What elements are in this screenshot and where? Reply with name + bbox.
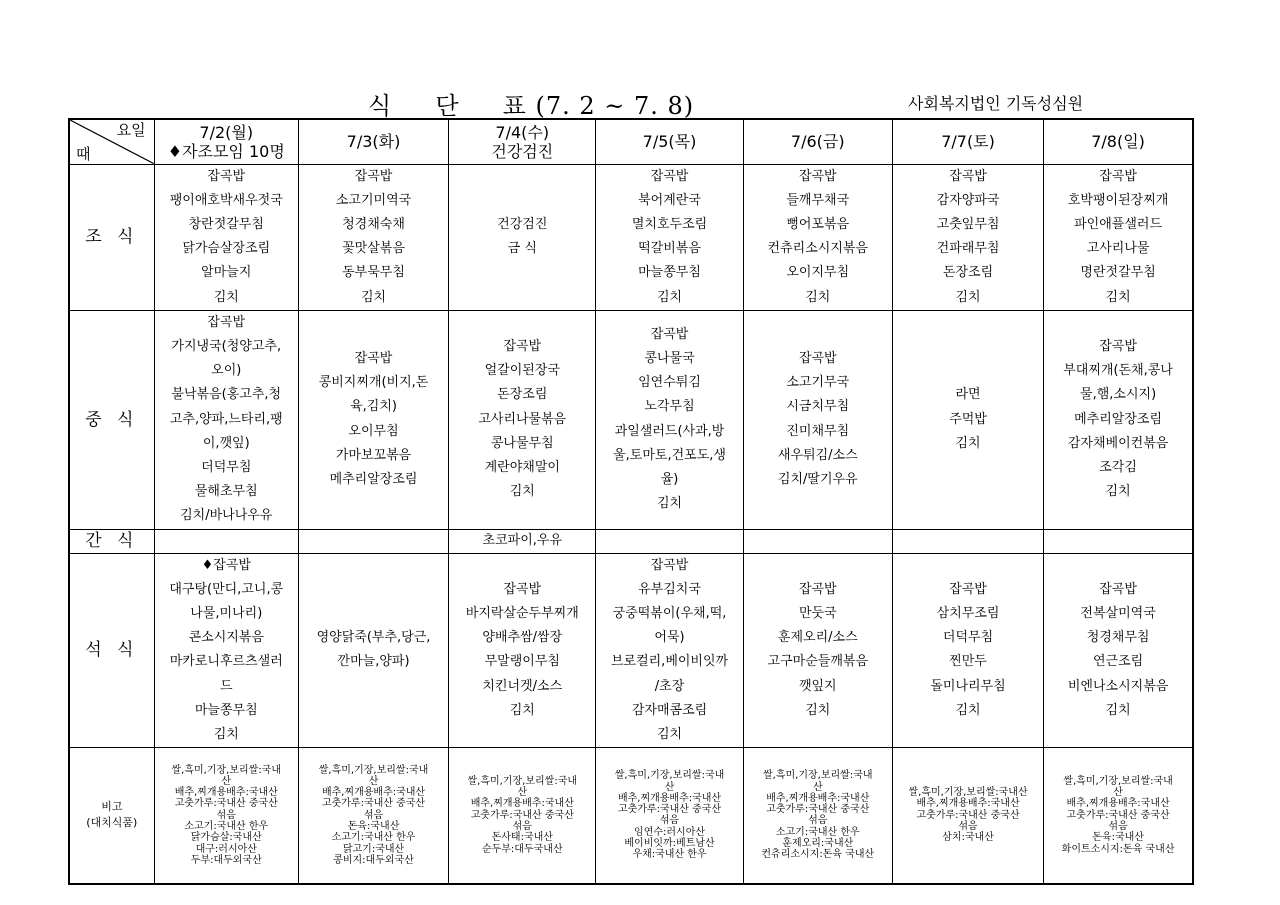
menu-item: 삼치무조림 — [936, 605, 1000, 621]
menu-item: 잡곡밥 — [207, 314, 246, 330]
menu-table — [68, 118, 1194, 885]
menu-cell — [154, 164, 298, 310]
menu-item: 김치 — [656, 496, 683, 512]
menu-item: 뻥어포볶음 — [786, 216, 850, 232]
note-row — [69, 748, 1193, 884]
organization-name: 사회복지법인 기독성심원 — [908, 94, 1084, 113]
origin-cell — [1044, 748, 1193, 884]
menu-item: 꽃맛살볶음 — [342, 241, 405, 257]
note-label — [69, 748, 154, 884]
menu-item: 고사리나물 — [1086, 241, 1150, 257]
origin-line: 쌀,흑미,기장,보리쌀:국내 — [1063, 775, 1173, 787]
day-header — [596, 119, 743, 164]
menu-cell — [298, 164, 448, 310]
menu-item: 김치 — [213, 289, 239, 305]
origin-line: 배추,찌개용배추:국내산 — [766, 792, 870, 804]
menu-cell — [449, 553, 596, 748]
day-header — [449, 119, 596, 164]
menu-item: 가마보꼬볶음 — [335, 447, 412, 463]
menu-item: 고춧잎무침 — [936, 216, 1000, 232]
menu-item: 감자매콤조림 — [631, 702, 708, 718]
menu-cell — [154, 529, 298, 553]
menu-cell — [892, 529, 1043, 553]
menu-item: 초코파이,우유 — [482, 533, 563, 549]
menu-cell — [449, 310, 596, 529]
menu-item: 콩나물무침 — [490, 435, 554, 451]
menu-item: 김치 — [805, 702, 831, 718]
menu-item: 콩나물국 — [644, 351, 695, 367]
menu-item: 잡곡밥 — [650, 557, 689, 573]
menu-cell — [596, 164, 743, 310]
origin-line: 고춧가루:국내산 중국산 — [470, 809, 574, 821]
origin-line: 섞음 — [808, 815, 828, 827]
menu-item: 메추리알장조림 — [1074, 411, 1163, 427]
origin-line: 배추,찌개용배추:국내산 — [470, 798, 574, 810]
menu-item: 콩비지찌개(비지,돈 — [318, 375, 429, 391]
day-date: 7/6(금) — [790, 132, 845, 152]
menu-item: 알마늘지 — [201, 265, 252, 281]
menu-item: 유부김치국 — [638, 581, 701, 597]
menu-cell — [892, 553, 1043, 748]
meal-row — [69, 553, 1193, 748]
menu-item: 김치 — [955, 702, 981, 718]
menu-item: 멸치호두조림 — [631, 216, 708, 232]
menu-item: 김치 — [955, 435, 981, 451]
day-header — [743, 119, 892, 164]
menu-item: 물,햄,소시지) — [1080, 387, 1157, 403]
menu-item: 고사리나물볶음 — [478, 411, 567, 427]
meal-row — [69, 529, 1193, 553]
menu-item: 더덕무침 — [942, 630, 994, 646]
menu-item: 치킨너겟/소스 — [482, 678, 563, 694]
corner-meal-label: 때 — [76, 144, 91, 163]
origin-line: 소고기:국내산 한우 — [775, 826, 860, 838]
menu-item: 물해초무침 — [194, 484, 258, 500]
origin-line: 화이트소시지:돈육 국내산 — [1061, 843, 1175, 855]
menu-item: 새우튀김/소스 — [777, 447, 858, 463]
menu-item: /초장 — [654, 678, 685, 694]
origin-line: 섞음 — [216, 809, 236, 821]
menu-item: 바지락살순두부찌개 — [465, 605, 579, 621]
origin-line: 삼치:국내산 — [942, 832, 994, 844]
origin-line: 소고기:국내산 한우 — [331, 832, 416, 844]
menu-item: 나물,미나리) — [190, 605, 263, 621]
menu-item: 잡곡밥 — [949, 581, 987, 597]
menu-item: 팽이애호박새우젓국 — [169, 192, 283, 208]
origin-line: 쌀,흑미,기장,보리쌀:국내 — [171, 764, 282, 776]
origin-line: 고춧가루:국내산 중국산 — [321, 798, 426, 810]
origin-line: 대구:러시아산 — [195, 843, 257, 855]
menu-item: 대구탕(만디,고니,콩 — [169, 581, 284, 597]
origin-line: 쌀,흑미,기장,보리쌀:국내 — [763, 770, 873, 782]
origin-line: 고춧가루:국내산 중국산 — [174, 798, 278, 810]
meal-label: 조 식 — [69, 164, 154, 310]
page-title: 식 단 표 (7. 2 ~ 7. 8) — [368, 92, 695, 120]
menu-item: 브로컬리,베이비잇까 — [610, 654, 729, 670]
origin-line: 우채:국내산 한우 — [632, 849, 707, 861]
menu-item: 호박팽이된장찌개 — [1067, 192, 1169, 208]
origin-line: 산 — [812, 781, 823, 793]
menu-item: 돈장조림 — [497, 387, 548, 403]
menu-cell — [743, 529, 892, 553]
origin-cell — [596, 748, 743, 884]
menu-item: 콘소시지볶음 — [188, 630, 264, 646]
menu-cell — [743, 553, 892, 748]
menu-item: 육,김치) — [350, 399, 397, 415]
origin-line: 고춧가루:국내산 중국산 — [766, 804, 870, 816]
origin-line: 순두부:대두국내산 — [481, 843, 563, 855]
origin-line: 배추,찌개용배추:국내산 — [617, 792, 722, 804]
note-label-line: 비고 — [101, 800, 123, 814]
menu-item: 과일샐러드(사과,방 — [614, 423, 725, 439]
menu-item: 라면 — [955, 387, 981, 403]
menu-item: 고추,양파,느타리,팽 — [169, 411, 283, 427]
menu-item: 궁중떡볶이(우채,떡, — [612, 605, 727, 621]
menu-item: 금 식 — [507, 241, 537, 257]
menu-item: 김치 — [1105, 702, 1131, 718]
menu-item: 계란야채말이 — [484, 459, 560, 475]
menu-item: 잡곡밥 — [207, 168, 246, 184]
origin-line: 산 — [517, 787, 528, 799]
menu-cell — [596, 310, 743, 529]
menu-item: 조각김 — [1099, 459, 1137, 475]
origin-line: 임연수:러시아산 — [634, 826, 706, 838]
day-header — [1044, 119, 1193, 164]
day-header — [154, 119, 298, 164]
day-date: 7/4(수) — [495, 122, 550, 142]
corner-cell — [69, 119, 154, 164]
note-label-line: (대치식품) — [86, 816, 138, 830]
menu-item: 건강검진 — [497, 216, 548, 232]
menu-item: 비엔나소시지볶음 — [1067, 678, 1169, 694]
menu-item: 컨츄리소시지볶음 — [767, 241, 869, 257]
menu-item: 소고기무국 — [786, 375, 850, 391]
menu-cell — [1044, 529, 1193, 553]
menu-item: ♦잡곡밥 — [201, 557, 251, 573]
menu-item: 돌미나리무침 — [930, 678, 1006, 694]
menu-item: 김치 — [656, 289, 683, 305]
menu-cell — [154, 553, 298, 748]
origin-line: 섞음 — [363, 809, 384, 821]
menu-item: 김치 — [805, 289, 831, 305]
menu-item: 울,토마토,건포도,생 — [613, 447, 726, 463]
menu-item: 김치 — [955, 289, 981, 305]
menu-item: 잡곡밥 — [503, 581, 542, 597]
menu-cell — [298, 553, 448, 748]
menu-cell — [298, 529, 448, 553]
origin-line: 산 — [368, 775, 379, 787]
menu-item: 가지냉국(청양고추, — [171, 338, 282, 354]
menu-item: 마늘쫑무침 — [194, 702, 258, 718]
origin-line: 배추,찌개용배추:국내산 — [1066, 798, 1170, 810]
menu-item: 영양닭죽(부추,당근, — [316, 630, 431, 646]
menu-cell — [449, 529, 596, 553]
origin-line: 쌀,흑미,기장,보리쌀:국내 — [614, 770, 725, 782]
origin-line: 섞음 — [958, 821, 978, 833]
menu-item: 잡곡밥 — [650, 326, 689, 342]
origin-line: 돈육:국내산 — [347, 821, 400, 833]
menu-item: 얼갈이된장국 — [484, 363, 560, 379]
menu-item: 잡곡밥 — [1099, 581, 1137, 597]
menu-item: 마늘쫑무침 — [638, 265, 701, 281]
day-date: 7/3(화) — [346, 132, 401, 152]
origin-line: 소고기:국내산 한우 — [184, 821, 269, 833]
menu-item: 잡곡밥 — [798, 351, 837, 367]
menu-item: 잡곡밥 — [1099, 168, 1137, 184]
menu-item: 김치 — [213, 726, 239, 742]
menu-item: 창란젓갈무침 — [188, 216, 264, 232]
day-header — [892, 119, 1043, 164]
menu-item: 찐만두 — [949, 654, 987, 670]
menu-item: 시금치무침 — [786, 399, 850, 415]
menu-item: 감자채베이컨볶음 — [1067, 435, 1169, 451]
menu-item: 훈제오리/소스 — [777, 630, 858, 646]
menu-item: 노각무침 — [644, 399, 695, 415]
menu-item: 오이) — [211, 363, 242, 379]
menu-item: 잡곡밥 — [354, 168, 393, 184]
menu-item: 김치 — [509, 702, 535, 718]
menu-item: 청경채숙채 — [342, 216, 405, 232]
menu-cell — [154, 310, 298, 529]
origin-cell — [298, 748, 448, 884]
origin-line: 산 — [1113, 787, 1123, 799]
menu-item: 감자양파국 — [936, 192, 1000, 208]
origin-cell — [449, 748, 596, 884]
menu-cell — [1044, 164, 1193, 310]
day-date: 7/2(월) — [199, 122, 254, 142]
menu-item: 오이지무침 — [786, 265, 850, 281]
menu-item: 고구마순들깨볶음 — [767, 654, 869, 670]
menu-item: 김치 — [360, 289, 387, 305]
menu-item: 양배추쌈/쌈장 — [482, 630, 563, 646]
menu-item: 돈장조림 — [942, 265, 994, 281]
menu-cell — [743, 310, 892, 529]
corner-day-label: 요일 — [116, 121, 146, 139]
origin-line: 닭가슴살:국내산 — [190, 832, 262, 844]
origin-line: 컨츄리소시지:돈육 국내산 — [761, 849, 875, 861]
menu-item: 율) — [660, 472, 679, 488]
menu-item: 연근조림 — [1092, 654, 1144, 670]
menu-item: 이,깻잎) — [202, 435, 250, 451]
meal-label: 간 식 — [69, 529, 154, 553]
origin-cell — [892, 748, 1043, 884]
origin-line: 고춧가루:국내산 중국산 — [916, 809, 1020, 821]
menu-item: 동부묵무침 — [342, 265, 405, 281]
menu-cell — [298, 310, 448, 529]
menu-cell — [596, 529, 743, 553]
menu-item: 잡곡밥 — [503, 338, 542, 354]
menu-item: 명란젓갈무침 — [1080, 265, 1156, 281]
menu-item: 불낙볶음(홍고추,청 — [171, 387, 282, 403]
day-date: 7/7(토) — [941, 132, 995, 152]
menu-item: 잡곡밥 — [798, 581, 837, 597]
menu-cell — [892, 310, 1043, 529]
day-note: 건강검진 — [491, 141, 554, 161]
menu-item: 김치/딸기우유 — [777, 472, 858, 488]
menu-cell — [1044, 553, 1193, 748]
menu-item: 부대찌개(돈채,콩나 — [1063, 363, 1173, 379]
menu-item: 더덕무침 — [201, 459, 252, 475]
meal-row — [69, 164, 1193, 310]
origin-line: 두부:대두외국산 — [190, 854, 262, 866]
origin-line: 콩비지:대두외국산 — [333, 854, 414, 866]
menu-item: 깐마늘,양파) — [337, 654, 410, 670]
origin-line: 베이비잇까:베트남산 — [624, 838, 715, 850]
origin-line: 섞음 — [512, 821, 532, 833]
menu-item: 떡갈비볶음 — [638, 241, 701, 257]
menu-item: 잡곡밥 — [949, 168, 987, 184]
origin-line: 배추,찌개용배추:국내산 — [916, 798, 1020, 810]
menu-item: 오이무침 — [348, 423, 399, 439]
origin-cell — [154, 748, 298, 884]
menu-item: 전복살미역국 — [1080, 605, 1156, 621]
origin-line: 산 — [664, 781, 675, 793]
menu-item: 메추리알장조림 — [329, 472, 418, 488]
meal-label: 석 식 — [69, 553, 154, 748]
origin-line: 닭고기:국내산 — [342, 843, 405, 855]
day-date: 7/5(목) — [642, 132, 697, 152]
menu-item: 임연수튀김 — [638, 375, 701, 391]
menu-item: 들깨무채국 — [786, 192, 850, 208]
origin-line: 쌀,흑미,기장,보리쌀:국내산 — [908, 787, 1028, 799]
menu-item: 주먹밥 — [949, 411, 987, 427]
origin-line: 훈제오리:국내산 — [782, 838, 854, 850]
menu-cell — [892, 164, 1043, 310]
origin-line: 섞음 — [659, 815, 680, 827]
menu-item: 김치 — [509, 484, 535, 500]
menu-item: 김치 — [656, 726, 683, 742]
meal-label: 중 식 — [69, 310, 154, 529]
day-header — [298, 119, 448, 164]
menu-item: 잡곡밥 — [798, 168, 837, 184]
origin-line: 고춧가루:국내산 중국산 — [1066, 809, 1170, 821]
menu-item: 무말랭이무침 — [484, 654, 560, 670]
menu-item: 김치 — [1105, 289, 1131, 305]
menu-item: 드 — [219, 678, 233, 694]
day-date: 7/8(일) — [1091, 132, 1145, 152]
menu-cell — [1044, 310, 1193, 529]
menu-item: 잡곡밥 — [354, 351, 393, 367]
menu-item: 파인애플샐러드 — [1074, 216, 1163, 232]
menu-cell — [743, 164, 892, 310]
meal-row — [69, 310, 1193, 529]
menu-cell — [596, 553, 743, 748]
menu-item: 김치 — [1105, 484, 1131, 500]
origin-line: 배추,찌개용배추:국내산 — [174, 787, 278, 799]
menu-item: 잡곡밥 — [1099, 338, 1137, 354]
day-note: ♦자조모임 10명 — [167, 141, 285, 161]
menu-item: 마카로니후르츠샐러 — [169, 654, 283, 670]
origin-line: 쌀,흑미,기장,보리쌀:국내 — [318, 764, 429, 776]
origin-line: 섞음 — [1108, 821, 1128, 833]
menu-item: 청경채무침 — [1086, 630, 1150, 646]
menu-item: 닭가슴살장조림 — [182, 241, 271, 257]
menu-cell — [449, 164, 596, 310]
menu-item: 김치/바나나우유 — [180, 508, 273, 524]
menu-item: 소고기미역국 — [335, 192, 412, 208]
menu-item: 만둣국 — [798, 605, 837, 621]
menu-item: 진미채무침 — [786, 423, 850, 439]
origin-line: 산 — [221, 775, 232, 787]
menu-item: 깻잎지 — [798, 678, 837, 694]
menu-item: 건파래무침 — [936, 241, 1000, 257]
origin-line: 고춧가루:국내산 중국산 — [617, 804, 722, 816]
origin-line: 쌀,흑미,기장,보리쌀:국내 — [467, 775, 578, 787]
origin-line: 돈사태:국내산 — [491, 832, 553, 844]
origin-line: 돈육:국내산 — [1092, 832, 1144, 844]
menu-item: 잡곡밥 — [650, 168, 689, 184]
menu-item: 북어계란국 — [638, 192, 701, 208]
header-row — [69, 119, 1193, 164]
menu-item: 어묵) — [654, 630, 685, 646]
origin-line: 배추,찌개용배추:국내산 — [321, 787, 426, 799]
origin-cell — [743, 748, 892, 884]
